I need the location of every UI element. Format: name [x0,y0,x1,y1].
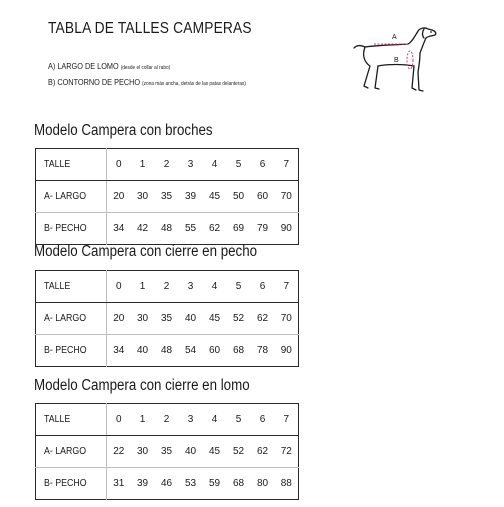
value-cell: 90 [280,223,292,234]
legend-chest [48,77,246,87]
header-label: TALLE [36,404,107,436]
size-cell: 0 [107,149,131,181]
value-cell: 80 [256,478,269,489]
legend-length-label: A) LARGO DE LOMO [48,61,119,71]
value-cell: 35 [155,436,179,468]
table-row [36,181,299,213]
legend-length [48,61,170,71]
size-cell: 3 [179,404,203,436]
table-header-row [36,271,299,303]
size-cell: 0 [107,404,131,436]
size-cell: 0 [107,271,131,303]
size-table-broches [35,148,299,245]
value-cell: 20 [107,303,131,335]
size-cell: 1 [131,404,155,436]
value-cell: 54 [184,345,197,356]
value-cell: 35 [155,181,179,213]
value-cell: 46 [160,478,173,489]
size-cell: 2 [155,404,179,436]
value-cell: 40 [179,436,203,468]
model-title-cierre-pecho: Modelo Campera con cierre en pecho [34,243,258,260]
dog-silhouette-icon [348,22,444,98]
size-cell: 7 [275,404,299,436]
size-cell: 3 [179,271,203,303]
legend-chest-label: B) CONTORNO DE PECHO [48,77,141,87]
size-cell: 6 [251,149,275,181]
size-cell: 5 [227,271,251,303]
value-cell: 79 [256,223,269,234]
size-cell: 2 [155,271,179,303]
size-cell: 4 [203,404,227,436]
table-row [36,335,299,367]
row-label: B- PECHO [36,213,107,245]
legend-chest-note: (zona más ancha, detrás de las patas delanteras) [142,81,246,87]
value-cell: 78 [256,345,269,356]
value-cell: 20 [107,181,131,213]
value-cell: 30 [131,181,155,213]
value-cell: 39 [136,478,149,489]
value-cell: 70 [275,181,299,213]
value-cell: 60 [208,345,221,356]
row-label: B- PECHO [36,335,107,367]
table-row [36,303,299,335]
size-cell: 7 [275,271,299,303]
value-cell: 88 [280,478,292,489]
size-cell: 5 [227,404,251,436]
table-header-row [36,149,299,181]
value-cell: 30 [131,436,155,468]
value-cell: 69 [232,223,245,234]
value-cell: 68 [232,345,245,356]
size-cell: 3 [179,149,203,181]
value-cell: 22 [107,436,131,468]
value-cell: 68 [232,478,245,489]
value-cell: 70 [275,303,299,335]
size-cell: 6 [251,271,275,303]
value-cell: 48 [160,223,173,234]
size-cell: 7 [275,149,299,181]
legend-length-note: (desde el collar al rabo) [120,65,171,71]
value-cell: 55 [184,223,197,234]
value-cell: 34 [113,345,125,356]
value-cell: 72 [275,436,299,468]
table-row [36,436,299,468]
value-cell: 31 [113,478,125,489]
size-cell: 6 [251,404,275,436]
table-header-row [36,404,299,436]
value-cell: 40 [179,303,203,335]
value-cell: 62 [251,303,275,335]
value-cell: 42 [136,223,149,234]
value-cell: 34 [113,223,125,234]
value-cell: 48 [160,345,173,356]
value-cell: 59 [208,478,221,489]
table-row [36,213,299,245]
value-cell: 45 [203,181,227,213]
value-cell: 39 [179,181,203,213]
value-cell: 53 [184,478,197,489]
header-label: TALLE [36,271,107,303]
row-label: A- LARGO [36,436,107,468]
size-cell: 4 [203,149,227,181]
value-cell: 40 [136,345,149,356]
size-cell: 4 [203,271,227,303]
value-cell: 35 [155,303,179,335]
row-label: A- LARGO [36,181,107,213]
row-label: A- LARGO [36,303,107,335]
size-cell: 1 [131,271,155,303]
value-cell: 60 [251,181,275,213]
table-row [36,468,299,500]
value-cell: 45 [203,436,227,468]
page-title: TABLA DE TALLES CAMPERAS [48,20,252,37]
size-cell: 1 [131,149,155,181]
value-cell: 30 [131,303,155,335]
model-title-broches: Modelo Campera con broches [34,122,213,139]
model-title-cierre-lomo: Modelo Campera con cierre en lomo [34,377,250,394]
value-cell: 50 [227,181,251,213]
size-table-cierre-pecho [35,270,299,367]
size-cell: 5 [227,149,251,181]
value-cell: 62 [208,223,221,234]
size-table-cierre-lomo [35,403,299,500]
value-cell: 62 [251,436,275,468]
marker-a-label: A [392,34,397,41]
value-cell: 52 [227,303,251,335]
value-cell: 52 [227,436,251,468]
size-cell: 2 [155,149,179,181]
value-cell: 90 [280,345,292,356]
row-label: B- PECHO [36,468,107,500]
header-label: TALLE [36,149,107,181]
value-cell: 45 [203,303,227,335]
marker-b-label: B [394,57,399,64]
